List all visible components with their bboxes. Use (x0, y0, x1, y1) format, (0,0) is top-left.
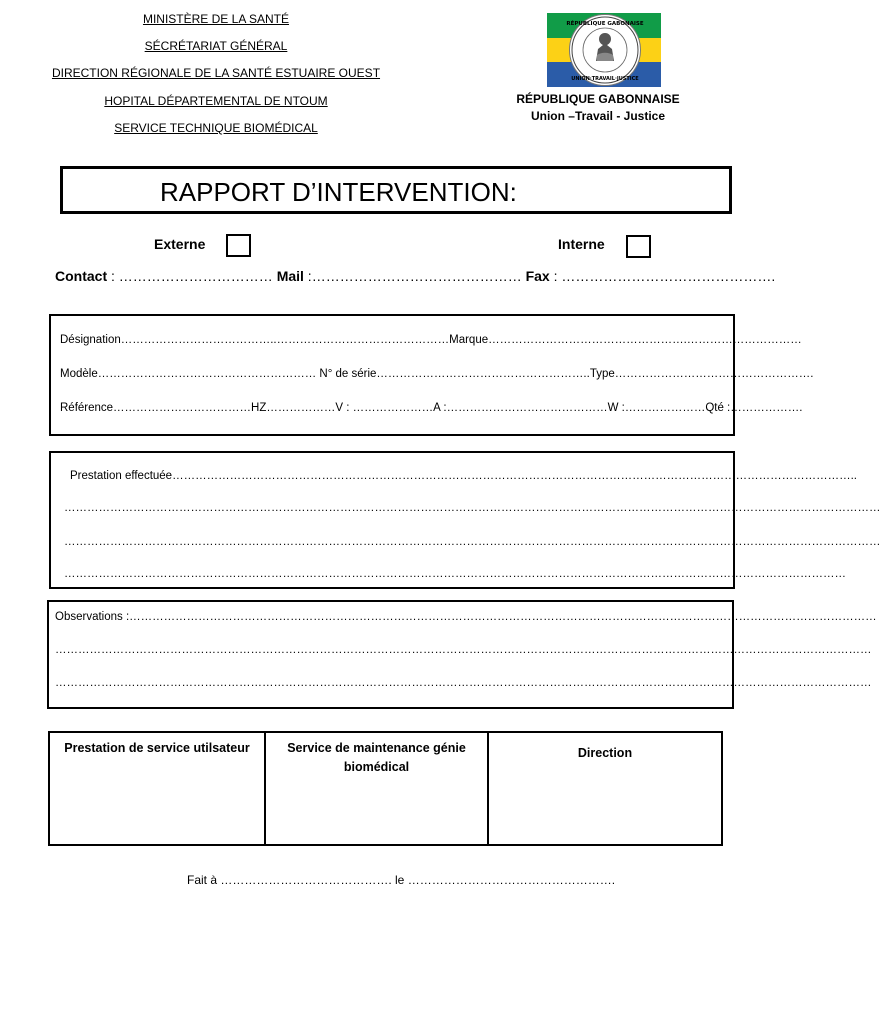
signature-table (48, 731, 723, 846)
observations-line-3[interactable]: …………………………………………………………………………………………………………………………………………………………………………………………… (55, 677, 872, 689)
signature-user-label: Prestation de service utilsateur (64, 741, 250, 755)
fait-a-line[interactable]: Fait à ……………………………………. le ……………………………………………. (187, 873, 616, 887)
signature-maintenance-cell[interactable] (265, 732, 488, 845)
header-secretariat: SÉCRÉTARIAT GÉNÉRAL (144, 39, 288, 53)
equipment-box (49, 314, 814, 436)
designation-line[interactable]: Désignation…………………………………..………………………………………Marque…………………………………………….………………………… (60, 334, 802, 346)
title-box (60, 166, 732, 214)
mail-field[interactable]: :……………………………………… (303, 268, 526, 284)
mail-label: Mail (276, 268, 304, 284)
header-hospital: HOPITAL DÉPARTEMENTAL DE NTOUM (104, 94, 328, 108)
header-service: SERVICE TECHNIQUE BIOMÉDICAL (114, 121, 318, 135)
interne-checkbox[interactable] (626, 235, 651, 258)
prestation-box (49, 451, 881, 589)
interne-label: Interne (558, 236, 605, 252)
prestation-line-3[interactable]: …………………………………………………………………………………………………………………………………………………………………………………………… (64, 536, 881, 548)
signature-direction-cell[interactable] (488, 732, 722, 845)
fax-field[interactable]: : ………………………………………. (549, 268, 776, 284)
signature-maintenance-label: Service de maintenance génie biomédical (287, 741, 466, 774)
republic-name: RÉPUBLIQUE GABONNAISE (516, 92, 680, 106)
fax-label: Fax (525, 268, 550, 284)
externe-label: Externe (154, 236, 206, 252)
header-ministry: MINISTÈRE DE LA SANTÉ (142, 12, 290, 26)
reference-line[interactable]: Référence………………………………HZ………………V : …………………A :……………………………………W :…………………Qté :………………. (60, 402, 803, 414)
prestation-line-2[interactable]: …………………………………………………………………………………………………………………………………………………………………………………………… (64, 502, 881, 514)
prestation-line-1[interactable]: Prestation effectuée…………………………………………………………………………………………………………………………………………………………….. (70, 470, 857, 482)
report-title: RAPPORT D’INTERVENTION: (160, 177, 517, 207)
observations-line-1[interactable]: Observations :…………………………………………………………………………………………………………………………………………………………………………… (55, 611, 877, 623)
contact-line (55, 268, 775, 284)
svg-text:RÉPUBLIQUE GABONAISE: RÉPUBLIQUE GABONAISE (566, 21, 644, 27)
observations-box (47, 600, 877, 709)
prestation-line-4[interactable]: …………………………………………………………………………………………………………………………………………………………………………………… (64, 568, 846, 580)
republic-seal-icon (566, 14, 644, 86)
signature-user-cell[interactable] (49, 732, 265, 845)
contact-label: Contact (55, 268, 108, 284)
externe-checkbox[interactable] (226, 234, 251, 257)
observations-line-2[interactable]: …………………………………………………………………………………………………………………………………………………………………………………………… (55, 644, 872, 656)
modele-line[interactable]: Modèle………………………………………………… N° de série………………………………………………..Type……………………………………………. (60, 368, 814, 380)
svg-text:UNION·TRAVAIL·JUSTICE: UNION·TRAVAIL·JUSTICE (571, 76, 639, 82)
contact-field[interactable]: : …………………………… (107, 268, 277, 284)
republic-motto: Union –Travail - Justice (530, 109, 666, 123)
signature-direction-label: Direction (577, 746, 633, 760)
gabon-flag-emblem (547, 13, 661, 87)
header-direction: DIRECTION RÉGIONALE DE LA SANTÉ ESTUAIRE OUEST (51, 66, 381, 80)
